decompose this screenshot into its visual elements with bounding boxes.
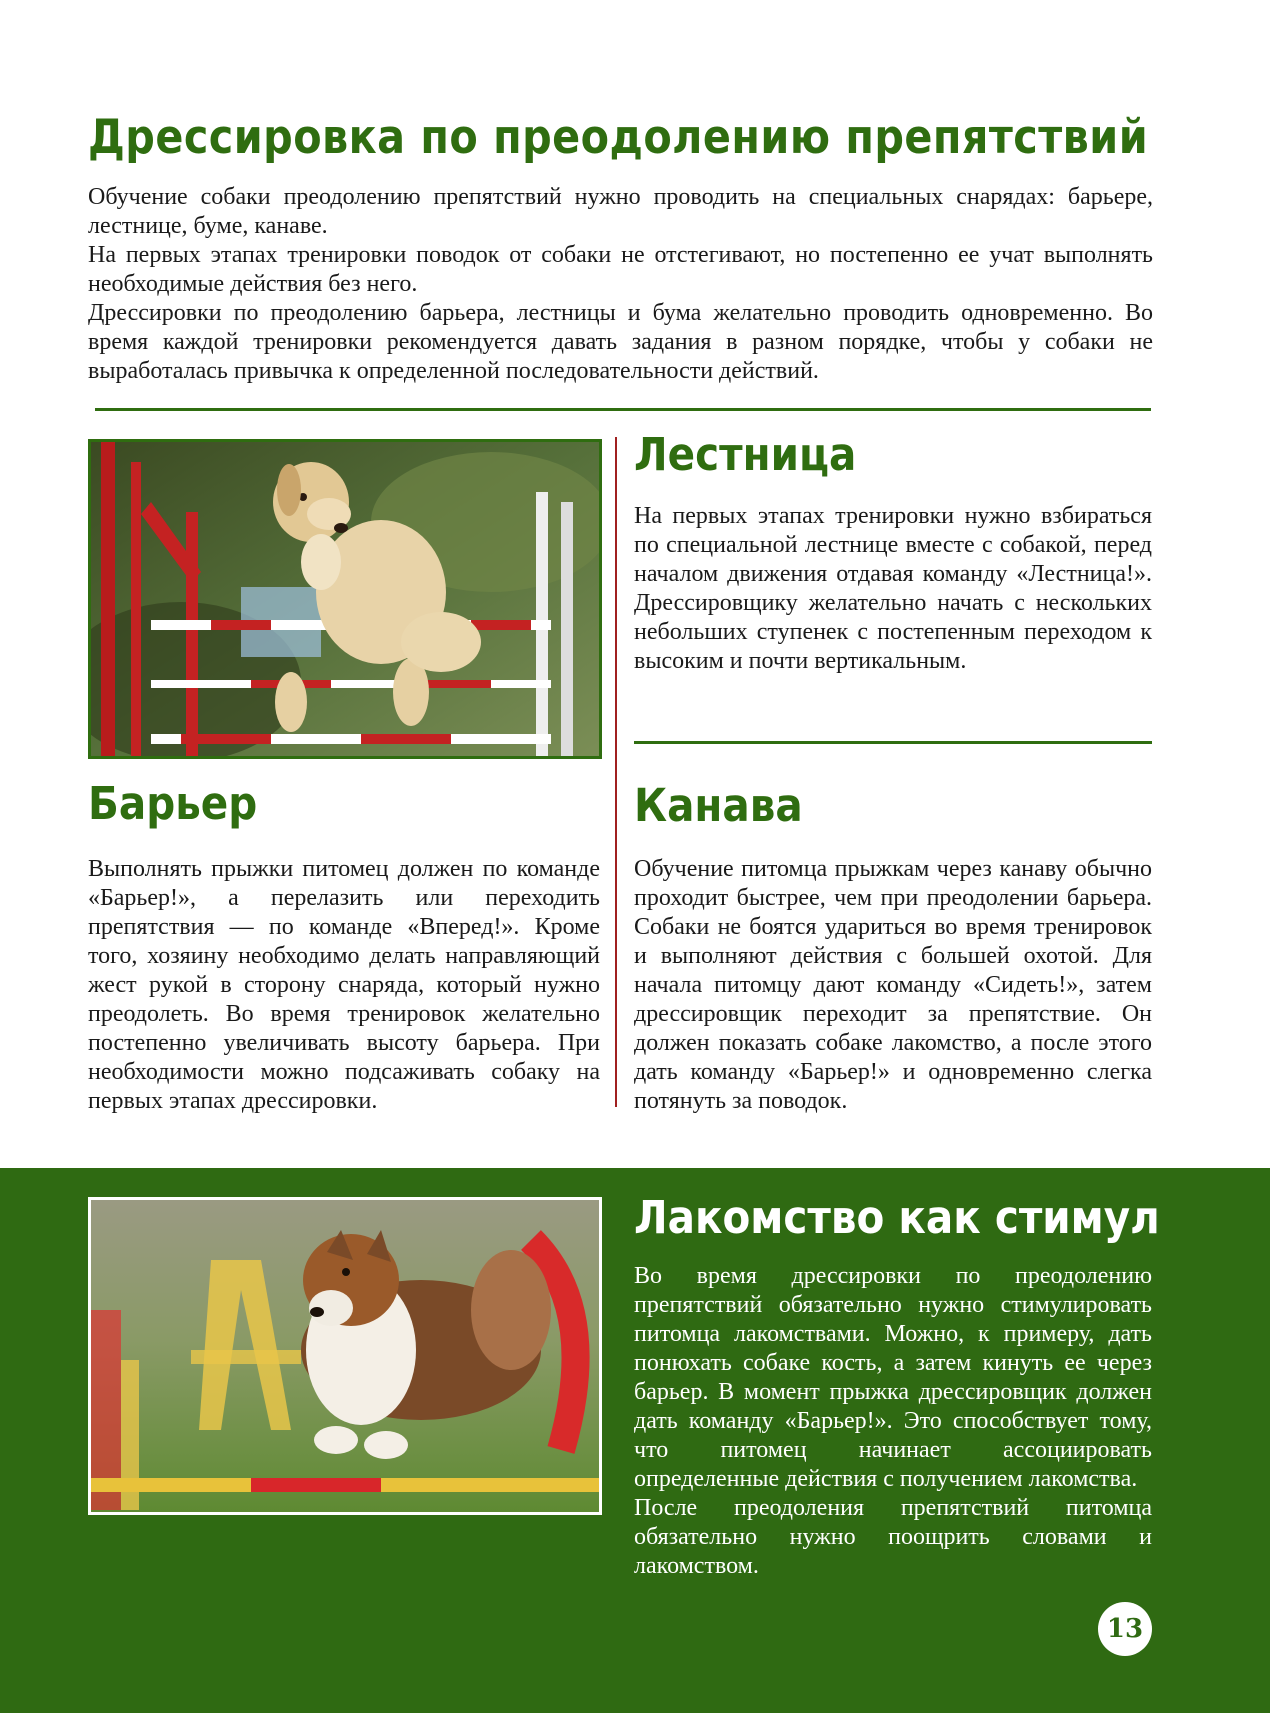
intro-text <box>88 183 1153 386</box>
barrier-text: Выполнять прыжки питомец должен по команде «Барьер!», а перелазить или переходить препятствия — по команде «Вперед!». Кроме того, хозяину необходимо делать направляющий жест рукой в сторону снаряда, который нужно преодолеть. Во время тренировок желательно постепенно увеличивать высоту барьера. При необходимости можно подсаживать собаку на первых этапах дрессировки. <box>88 856 600 1114</box>
intro-paragraph: На первых этапах тренировки поводок от собаки не отстегивают, но постепенно ее учат выполнять необходимые действия без него. <box>88 242 1153 297</box>
barrier-heading: Барьер <box>88 777 258 830</box>
page-title: Дрессировка по преодолению препятствий <box>88 110 1149 165</box>
treat-text <box>634 1262 1152 1581</box>
section-divider <box>95 408 1151 411</box>
treat-paragraph: Во время дрессировки по преодолению препятствий обязательно нужно стимулировать питомца лакомствами. Можно, к примеру, дать понюхать собаке кость, а затем кинуть ее через барьер. В момент прыжка дрессировщик должен дать команду «Барьер!». Это способствует тому, что питомец начинает ассоциировать определенные действия с получением лакомства. <box>634 1263 1152 1492</box>
intro-paragraph: Дрессировки по преодолению барьера, лестницы и бума желательно проводить одновременно. Во время каждой тренировки рекомендуется давать задания в разном порядке, чтобы у собаки не выработалась привычка к определенной последовательности действий. <box>88 300 1153 384</box>
ladder-text: На первых этапах тренировки нужно взбираться по специальной лестнице вместе с собакой, перед началом движения отдавая команду «Лестница!». Дрессировщику желательно начать с нескольких небольших ступенек с постепенным переходом к высоким и почти вертикальным. <box>634 503 1152 674</box>
ditch-heading: Канава <box>634 779 803 832</box>
intro-paragraph: Обучение собаки преодолению препятствий нужно проводить на специальных снарядах: барьере, лестнице, буме, канаве. <box>88 184 1153 239</box>
treat-paragraph: После преодоления препятствий питомца обязательно нужно поощрить словами и лакомством. <box>634 1495 1152 1579</box>
ditch-text: Обучение питомца прыжкам через канаву обычно проходит быстрее, чем при преодолении барьера. Собаки не боятся удариться во время тренировок и выполняют действия с большей охотой. Для начала питомцу дают команду «Сидеть!», затем дрессировщик переходит за препятствие. Он должен показать собаке лакомство, а после этого дать команду «Барьер!» и одновременно слегка потянуть за поводок. <box>634 856 1152 1114</box>
treat-heading: Лакомство как стимул <box>634 1191 1160 1244</box>
column-divider <box>615 437 617 1107</box>
section-divider <box>634 741 1152 744</box>
dog-jump-photo <box>88 439 602 759</box>
dog-jump-illustration <box>91 442 599 756</box>
sheltie-jump-illustration <box>91 1200 599 1512</box>
ladder-heading: Лестница <box>634 428 857 481</box>
sheltie-jump-photo <box>88 1197 602 1515</box>
page-number: 13 <box>1098 1602 1152 1656</box>
